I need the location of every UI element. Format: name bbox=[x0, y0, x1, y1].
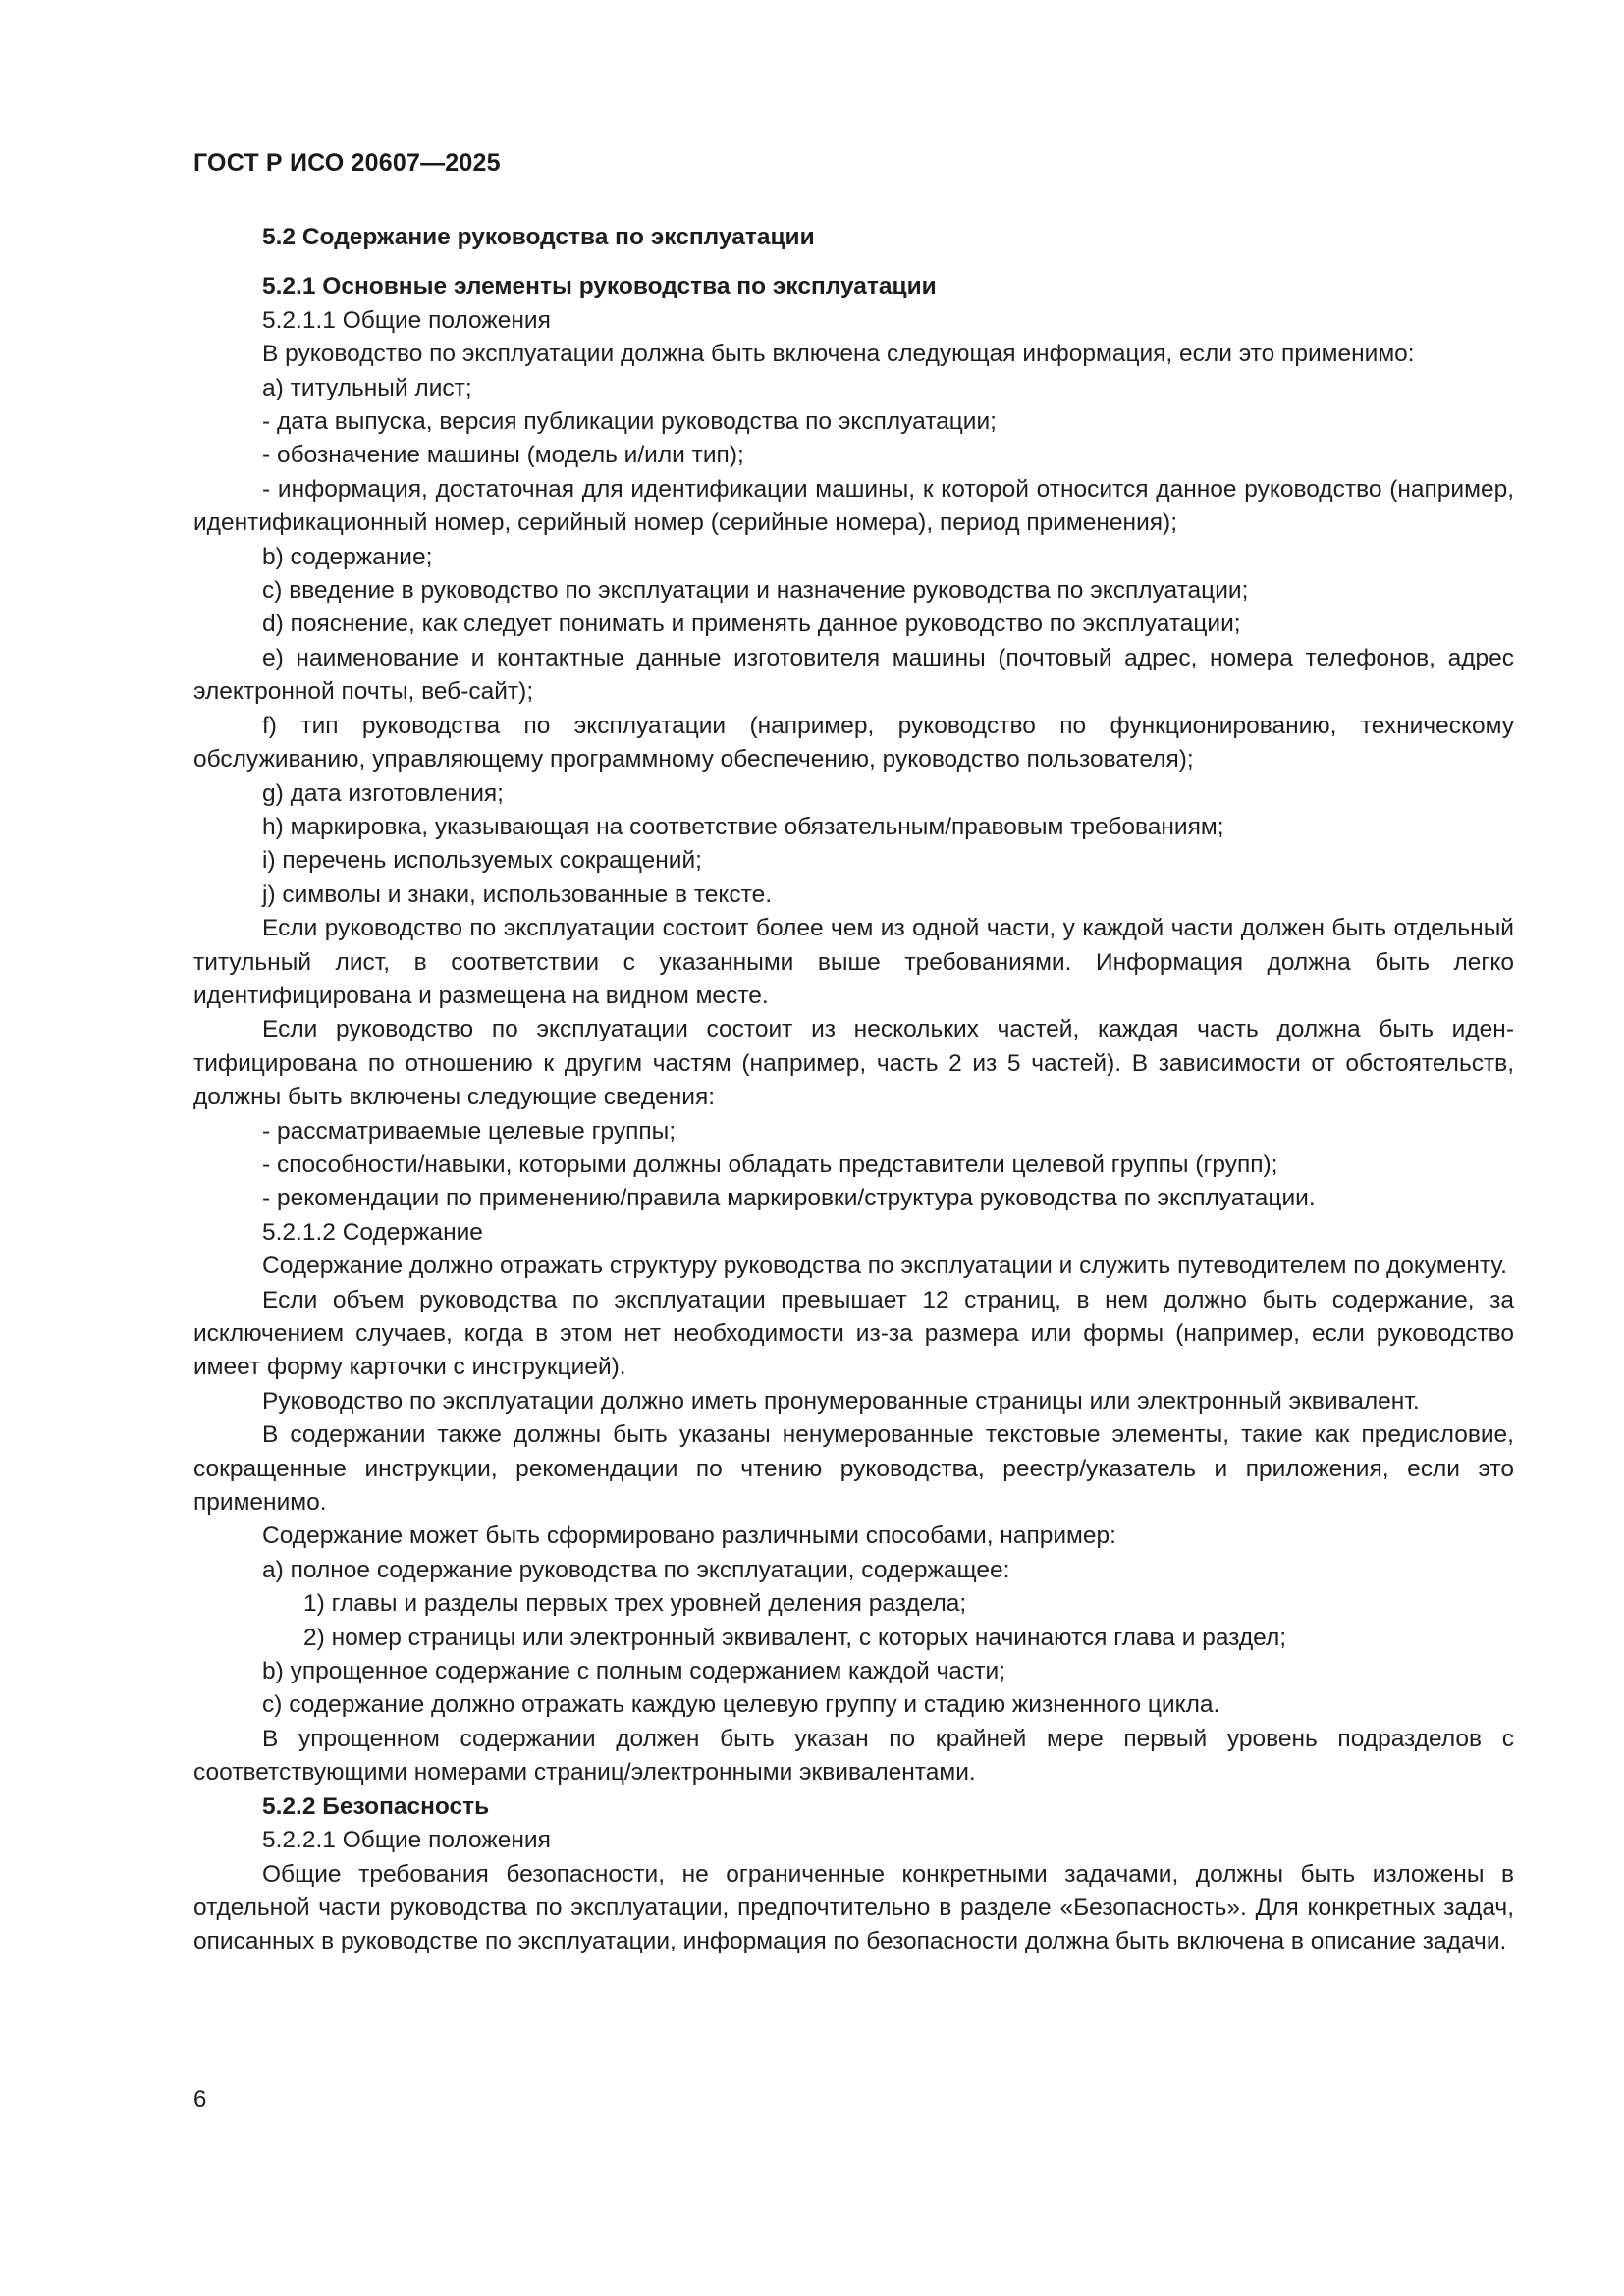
paragraph: 5.2.1.1 Общие положения bbox=[262, 306, 551, 334]
paragraph: - информация, достаточная для идентификации машины, к которой относится данное руководство (например, идентификационный номер, серийный номер (серийные номера), период применения); bbox=[193, 475, 1514, 537]
paragraph: c) содержание должно отражать каждую целевую группу и стадию жизненного цикла. bbox=[262, 1691, 1220, 1719]
paragraph: g) дата изготовления; bbox=[262, 779, 504, 807]
page-number: 6 bbox=[193, 2086, 207, 2112]
paragraph: В содержании также должны быть указаны ненумерованные текстовые элементы, такие как предисловие, сокращенные инструкции, рекомендации по чтению руководства, реестр/указатель и приложения, если это применимо. bbox=[193, 1421, 1514, 1517]
paragraph: 5.2 Содержание руководства по эксплуатации bbox=[262, 224, 815, 250]
paragraph: c) введение в руководство по эксплуатации и назначение руководства по эксплуатации; bbox=[262, 577, 1249, 605]
document-header: ГОСТ Р ИСО 20607—2025 bbox=[193, 149, 501, 177]
paragraph: 5.2.2.1 Общие положения bbox=[262, 1827, 551, 1854]
paragraph: Общие требования безопасности, не ограниченные конкретными задачами, должны быть изложены в отдельной части руководства по эксплуатации, предпочтительно в разделе «Безопасность». Для конкретных задач, описанных в руководстве по эксплуатации, информация по безопасности должна быть включена в описание задачи. bbox=[193, 1860, 1514, 1955]
paragraph: Содержание может быть сформировано различными способами, например: bbox=[262, 1522, 1116, 1550]
paragraph: - обозначение машины (модель и/или тип); bbox=[262, 442, 744, 469]
paragraph: i) перечень используемых сокращений; bbox=[262, 847, 702, 875]
paragraph: - рекомендации по применению/правила маркировки/структура руководства по эксплуатации. bbox=[262, 1185, 1316, 1212]
paragraph: - рассматриваемые целевые группы; bbox=[262, 1117, 677, 1145]
paragraph: - способности/навыки, которыми должны обладать представители целевой группы (групп); bbox=[262, 1150, 1278, 1178]
paragraph: Если руководство по эксплуатации состоит из нескольких частей, каждая часть должна быть идентифицирована по отношению к другим частям (например, часть 2 из 5 частей). В зависимости от обстоятельств, должны быть включены следующие сведения: bbox=[193, 1016, 1514, 1111]
paragraph: - дата выпуска, версия публикации руководства по эксплуатации; bbox=[262, 408, 997, 436]
paragraph: j) символы и знаки, использованные в тексте. bbox=[262, 881, 773, 908]
paragraph: Содержание должно отражать структуру руководства по эксплуатации и служить путеводителем по документу. bbox=[262, 1253, 1507, 1280]
paragraph: h) маркировка, указывающая на соответствие обязательным/правовым требованиям; bbox=[262, 813, 1224, 840]
paragraph: b) упрощенное содержание с полным содержанием каждой части; bbox=[262, 1658, 1006, 1685]
document-body bbox=[193, 221, 1514, 1959]
paragraph: Если объем руководства по эксплуатации превышает 12 страниц, в нем должно быть содержание, за исключением случаев, когда в этом нет необходимости из-за размера или формы (например, если руководство имеет форму карточки с инструкцией). bbox=[193, 1286, 1514, 1381]
paragraph: d) пояснение, как следует понимать и применять данное руководство по эксплуатации; bbox=[262, 611, 1241, 638]
paragraph: 5.2.2 Безопасность bbox=[262, 1792, 490, 1820]
paragraph: В упрощенном содержании должен быть указан по крайней мере первый уровень подразделов с соответствующими номерами страниц/электронными эквивалентами. bbox=[193, 1725, 1514, 1787]
paragraph: f) тип руководства по эксплуатации (например, руководство по функционированию, техническому обслуживанию, управляющему программному обеспечению, руководство пользователя); bbox=[193, 712, 1514, 774]
paragraph: 1) главы и разделы первых трех уровней деления раздела; bbox=[303, 1590, 967, 1618]
paragraph: В руководство по эксплуатации должна быть включена следующая информация, если это применимо: bbox=[262, 341, 1415, 368]
paragraph: 5.2.1 Основные элементы руководства по эксплуатации bbox=[262, 273, 937, 300]
paragraph: а) полное содержание руководства по эксплуатации, содержащее: bbox=[262, 1556, 1010, 1583]
paragraph: 5.2.1.2 Содержание bbox=[262, 1218, 483, 1246]
paragraph: Если руководство по эксплуатации состоит более чем из одной части, у каждой части должен быть отдельный титульный лист, в соответствии с указанными выше требованиями. Информация должна быть легко идентифицирована и размещена на видном месте. bbox=[193, 915, 1514, 1009]
paragraph: а) титульный лист; bbox=[262, 374, 472, 401]
paragraph: 2) номер страницы или электронный эквивалент, с которых начинаются глава и раздел; bbox=[303, 1624, 1287, 1651]
paragraph: Руководство по эксплуатации должно иметь пронумерованные страницы или электронный эквивалент. bbox=[262, 1387, 1420, 1415]
paragraph: b) содержание; bbox=[262, 543, 433, 570]
paragraph: e) наименование и контактные данные изготовителя машины (почтовый адрес, номера телефонов, адрес электронной почты, веб-сайт); bbox=[193, 644, 1514, 706]
